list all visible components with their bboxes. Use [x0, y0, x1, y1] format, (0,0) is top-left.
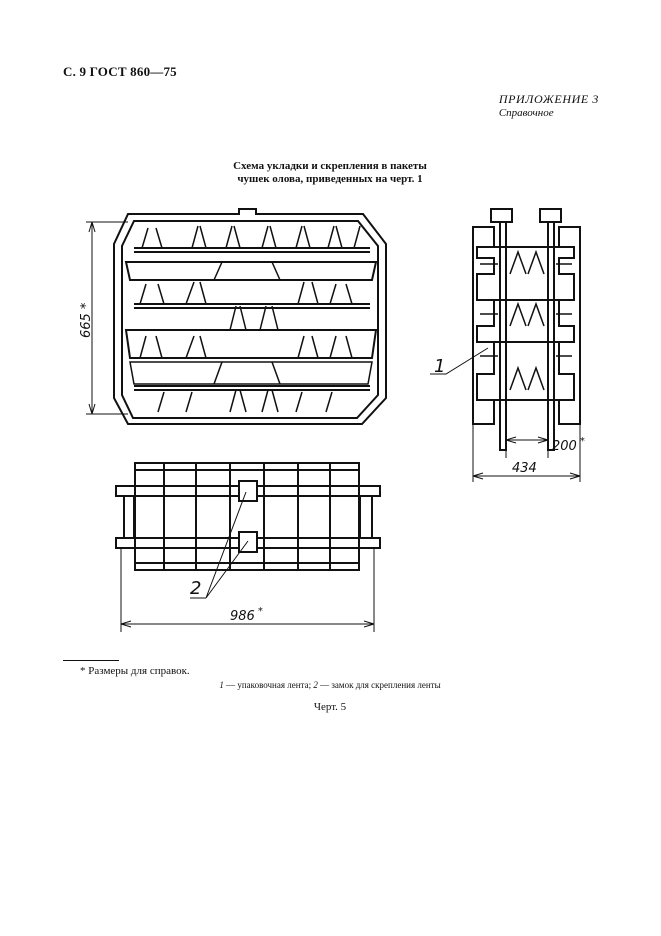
- side-view: [473, 209, 580, 450]
- plan-view: [116, 463, 380, 570]
- appendix-title: ПРИЛОЖЕНИЕ 3: [498, 92, 599, 106]
- height-dim-label: 665*: [79, 302, 94, 338]
- callout-band-number: 1: [434, 356, 446, 377]
- front-view: [114, 209, 386, 424]
- side-width-dim-label: 434: [512, 461, 537, 476]
- figure-legend: [120, 680, 540, 690]
- footnote: * Размеры для справок.: [80, 665, 190, 677]
- length-dim-label: 986 *: [230, 606, 263, 624]
- appendix-subtitle: Справочное: [498, 107, 554, 119]
- small-width-dim-label: 200 *: [552, 436, 585, 454]
- legend-number-1: 1: [219, 680, 224, 690]
- footnote-separator: [63, 660, 119, 661]
- legend-text-2: — замок для скрепления ленты: [317, 680, 441, 690]
- callout-lock-number: 2: [190, 578, 202, 599]
- page-header: С. 9 ГОСТ 860—75: [63, 64, 177, 79]
- legend-text-1: — упаковочная лента;: [223, 680, 314, 690]
- figure-title-line-1: Схема укладки и скрепления в пакеты: [233, 160, 427, 172]
- figure-title-line-2: чушек олова, приведенных на черт. 1: [237, 173, 423, 185]
- legend-number-2: 2: [313, 680, 318, 690]
- figure-caption: Черт. 5: [313, 701, 347, 713]
